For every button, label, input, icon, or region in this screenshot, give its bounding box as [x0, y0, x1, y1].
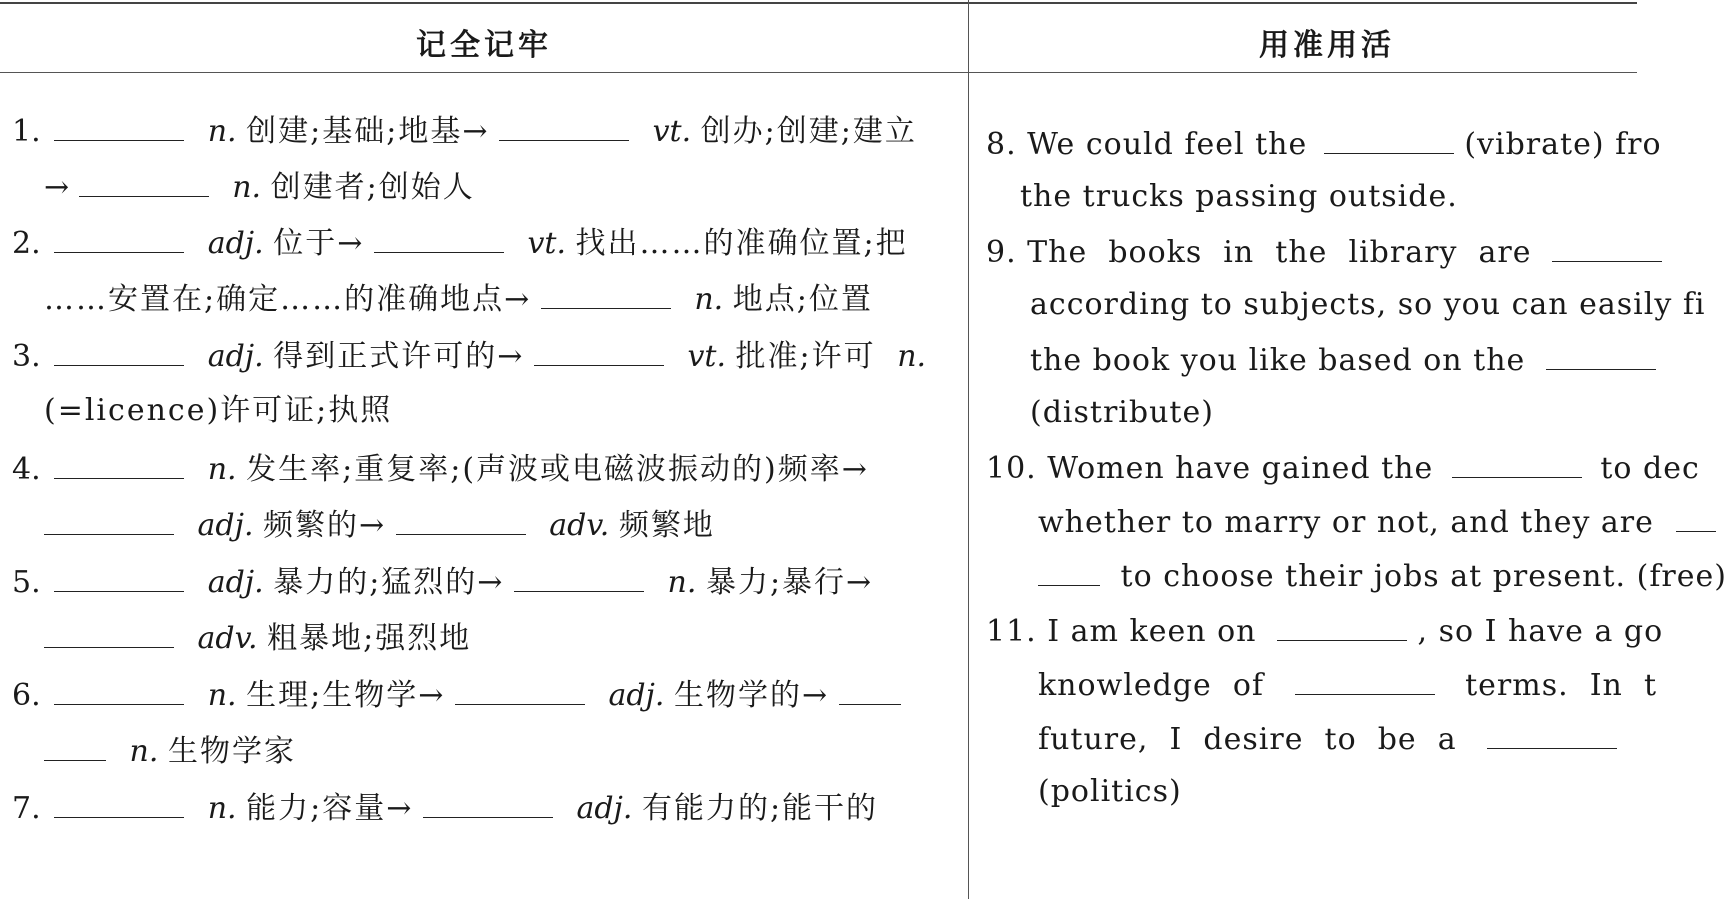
sentence-text: (vibrate) fro: [1464, 127, 1662, 162]
item-number: 5.: [12, 565, 41, 600]
answer-blank[interactable]: [1324, 123, 1454, 154]
vocab-item-4-line-2: [44, 504, 715, 546]
answer-blank[interactable]: [534, 335, 664, 366]
part-of-speech: n.: [232, 170, 262, 205]
vocab-item-1-line-1: [12, 110, 917, 152]
answer-blank[interactable]: [1546, 339, 1656, 370]
chinese-gloss: 生物学家: [167, 734, 296, 769]
chinese-gloss: 找出……的准确位置;把: [575, 226, 908, 261]
vocab-item-5-line-1: [12, 561, 873, 603]
answer-blank[interactable]: [374, 222, 504, 253]
chinese-gloss: ……安置在;确定……的准确地点→: [44, 282, 532, 317]
answer-blank[interactable]: [54, 222, 184, 253]
item-number: 8.: [986, 127, 1017, 162]
part-of-speech: adj.: [207, 226, 264, 261]
part-of-speech: vt.: [687, 339, 726, 374]
exercise-8-line-2: [1020, 177, 1458, 217]
vocab-item-6-line-1: [12, 674, 901, 716]
sentence-text: , so I have a go: [1417, 614, 1664, 649]
part-of-speech: n.: [207, 452, 237, 487]
answer-blank[interactable]: [514, 561, 644, 592]
part-of-speech: adj.: [608, 678, 665, 713]
answer-blank[interactable]: [1676, 501, 1716, 532]
vocab-item-5-line-2: [44, 617, 471, 659]
answer-blank[interactable]: [1452, 447, 1582, 478]
item-number: 9.: [986, 235, 1017, 270]
column-divider: [968, 0, 969, 899]
sentence-text: I am keen on: [1047, 614, 1257, 649]
chinese-gloss: 生物学的→: [673, 678, 830, 713]
vocab-item-7-line-1: [12, 787, 878, 829]
vocab-item-4-line-1: [12, 448, 869, 490]
exercise-10-line-3: [1038, 555, 1727, 597]
chinese-gloss: 频繁的→: [263, 508, 387, 543]
answer-blank[interactable]: [54, 787, 184, 818]
answer-blank[interactable]: [423, 787, 553, 818]
chinese-gloss: 粗暴地;强烈地: [267, 621, 472, 656]
answer-blank[interactable]: [1295, 664, 1435, 695]
exercise-10-line-2: [1038, 501, 1716, 543]
item-number: 2.: [12, 226, 41, 261]
chinese-gloss: 能力;容量→: [246, 791, 414, 826]
exercise-10-line-1: [986, 447, 1700, 489]
exercise-11-line-3: [1038, 718, 1617, 760]
chinese-gloss: 发生率;重复率;(声波或电磁波振动的)频率→: [246, 452, 869, 487]
chinese-gloss: (=licence)许可证;执照: [44, 393, 393, 428]
part-of-speech: n.: [667, 565, 697, 600]
sentence-text: according to subjects, so you can easily fi: [1030, 287, 1706, 322]
answer-blank[interactable]: [44, 730, 106, 761]
left-column-header: 记全记牢: [416, 28, 552, 63]
sentence-text: the book you like based on the: [1030, 343, 1526, 378]
sentence-text: Women have gained the: [1047, 451, 1434, 486]
vocab-item-2-line-2: [44, 278, 873, 320]
sentence-text: terms. In t: [1465, 668, 1657, 703]
item-number: 1.: [12, 114, 41, 149]
part-of-speech: adv.: [549, 508, 610, 543]
exercise-8-line-1: [986, 123, 1662, 165]
top-rule: [0, 2, 1637, 4]
answer-blank[interactable]: [499, 110, 629, 141]
answer-blank[interactable]: [54, 561, 184, 592]
answer-blank[interactable]: [541, 278, 671, 309]
chinese-gloss: 频繁地: [618, 508, 715, 543]
chinese-gloss: 创建;基础;地基→: [246, 114, 490, 149]
exercise-11-line-4: [1038, 772, 1182, 812]
part-of-speech: n.: [207, 678, 237, 713]
item-number: 7.: [12, 791, 41, 826]
part-of-speech: vt.: [527, 226, 566, 261]
part-of-speech: adj.: [576, 791, 633, 826]
answer-blank[interactable]: [54, 110, 184, 141]
exercise-11-line-1: [986, 610, 1663, 652]
sentence-text: the trucks passing outside.: [1020, 179, 1458, 214]
answer-blank[interactable]: [1038, 555, 1100, 586]
item-number: 4.: [12, 452, 41, 487]
right-column-header: 用准用活: [1259, 28, 1395, 63]
vocab-item-2-line-1: [12, 222, 908, 264]
part-of-speech: n.: [694, 282, 724, 317]
sentence-text: The books in the library are: [1027, 235, 1532, 270]
sentence-text: future, I desire to be a: [1038, 722, 1457, 757]
answer-blank[interactable]: [79, 166, 209, 197]
exercise-11-line-2: [1038, 664, 1657, 706]
answer-blank[interactable]: [54, 335, 184, 366]
item-number: 3.: [12, 339, 41, 374]
vocab-item-3-line-2: [44, 391, 392, 431]
sentence-text: to choose their jobs at present. (free): [1120, 559, 1727, 594]
answer-blank[interactable]: [44, 504, 174, 535]
chinese-gloss: 暴力;暴行→: [705, 565, 874, 600]
answer-blank[interactable]: [1277, 610, 1407, 641]
chinese-gloss: 位于→: [273, 226, 365, 261]
chinese-gloss: 地点;位置: [732, 282, 873, 317]
answer-blank[interactable]: [1552, 231, 1662, 262]
item-number: 11.: [986, 614, 1037, 649]
answer-blank[interactable]: [54, 674, 184, 705]
vocab-item-6-line-2: [44, 730, 296, 772]
part-of-speech: n.: [129, 734, 159, 769]
item-number: 10.: [986, 451, 1037, 486]
item-number: 6.: [12, 678, 41, 713]
sentence-text: (distribute): [1030, 395, 1214, 430]
chinese-gloss: 暴力的;猛烈的→: [273, 565, 505, 600]
part-of-speech: n.: [207, 791, 237, 826]
exercise-9-line-2: [1030, 285, 1706, 325]
exercise-9-line-1: [986, 231, 1662, 273]
chinese-gloss: 有能力的;能干的: [641, 791, 879, 826]
chinese-gloss: 创办;创建;建立: [700, 114, 917, 149]
sentence-text: whether to marry or not, and they are: [1038, 505, 1654, 540]
arrow-icon: →: [44, 170, 70, 205]
answer-blank[interactable]: [839, 674, 901, 705]
part-of-speech: adj.: [207, 565, 264, 600]
part-of-speech: n.: [207, 114, 237, 149]
answer-blank[interactable]: [44, 617, 174, 648]
sentence-text: knowledge of: [1038, 668, 1264, 703]
part-of-speech: adj.: [197, 508, 254, 543]
part-of-speech: adj.: [207, 339, 264, 374]
sentence-text: We could feel the: [1027, 127, 1308, 162]
answer-blank[interactable]: [1487, 718, 1617, 749]
part-of-speech: n.: [897, 339, 927, 374]
sentence-text: to dec: [1600, 451, 1700, 486]
vocab-item-3-line-1: [12, 335, 926, 377]
answer-blank[interactable]: [54, 448, 184, 479]
answer-blank[interactable]: [455, 674, 585, 705]
exercise-9-line-3: [1030, 339, 1656, 381]
answer-blank[interactable]: [396, 504, 526, 535]
chinese-gloss: 生理;生物学→: [246, 678, 446, 713]
sentence-text: (politics): [1038, 774, 1182, 809]
vocab-item-1-line-2: [44, 166, 475, 208]
part-of-speech: adv.: [197, 621, 258, 656]
exercise-9-line-4: [1030, 393, 1214, 433]
header-rule: [0, 72, 1637, 73]
chinese-gloss: 得到正式许可的→: [273, 339, 525, 374]
part-of-speech: vt.: [652, 114, 692, 149]
chinese-gloss: 创建者;创始人: [270, 170, 475, 205]
chinese-gloss: 批准;许可: [735, 339, 876, 374]
